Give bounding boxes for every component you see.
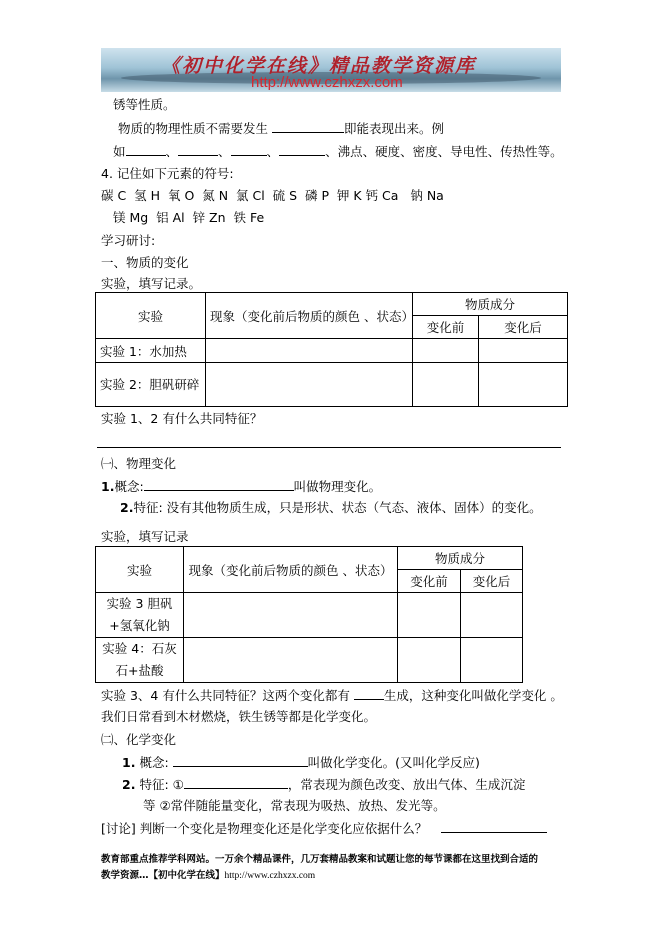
row-label: 实验 4：石灰石+盐酸 xyxy=(96,638,184,683)
text: 2. xyxy=(122,777,136,792)
header-after: 变化后 xyxy=(461,570,523,593)
experiment-table-2 xyxy=(95,546,523,683)
text: 概念: xyxy=(139,755,169,770)
text: 1. xyxy=(101,479,115,494)
text: 、 xyxy=(266,144,280,159)
text: [讨论] 判断一个变化是物理变化还是化学变化应依据什么？ xyxy=(101,821,428,836)
header-composition: 物质成分 xyxy=(398,547,523,570)
text: ，常表现为颜色改变、放出气体、生成沉淀 xyxy=(287,777,526,792)
header-banner xyxy=(101,48,561,92)
text: 即能表现出来。例 xyxy=(344,121,445,136)
cell[interactable] xyxy=(206,339,413,363)
row-label: 实验 3 胆矾+氢氧化钠 xyxy=(96,593,184,638)
text: 实验 3、4 有什么共同特征？这两个变化都有 xyxy=(101,688,350,703)
blank xyxy=(178,143,218,156)
header-after: 变化后 xyxy=(479,316,568,339)
text-line xyxy=(122,776,525,793)
blank xyxy=(279,143,325,156)
text: 1. xyxy=(122,755,136,770)
text: 叫做化学变化。(又叫化学反应) xyxy=(307,755,480,770)
blank xyxy=(231,143,267,156)
cell[interactable] xyxy=(413,339,479,363)
header-before: 变化前 xyxy=(398,570,461,593)
blank xyxy=(441,820,547,833)
answer-line xyxy=(97,447,561,448)
discussion xyxy=(101,820,547,837)
header-experiment: 实验 xyxy=(96,547,184,593)
text: 生成，这种变化叫做化学变化 。 xyxy=(383,688,563,703)
blank xyxy=(354,687,384,700)
text-line xyxy=(101,478,381,495)
section-heading: 一、物质的变化 xyxy=(101,255,189,270)
blank xyxy=(126,143,166,156)
text-line: 等 ②常伴随能量变化，常表现为吸热、放热、发光等。 xyxy=(143,798,446,813)
text-line: 实验，填写记录。 xyxy=(101,276,202,291)
cell[interactable] xyxy=(461,638,523,683)
cell[interactable] xyxy=(479,363,568,407)
header-phenomenon: 现象（变化前后物质的颜色 、状态） xyxy=(206,293,413,339)
cell[interactable] xyxy=(206,363,413,407)
text-line xyxy=(118,120,444,137)
blank xyxy=(184,776,288,789)
text-line xyxy=(101,687,563,704)
text-line xyxy=(120,500,542,516)
cell[interactable] xyxy=(398,638,461,683)
text-line: 我们日常看到木材燃烧，铁生锈等都是化学变化。 xyxy=(101,709,377,724)
header-composition: 物质成分 xyxy=(413,293,568,316)
element-symbols: 镁 Mg 铝 Al 锌 Zn 铁 Fe xyxy=(113,210,265,225)
section-heading: 4. 记住如下元素的符号: xyxy=(101,166,234,181)
footer-link[interactable]: http://www.czhxzx.com xyxy=(224,871,316,881)
section-heading: ㈡、化学变化 xyxy=(101,732,177,747)
text: 特征: 没有其他物质生成，只是形状、状态（气态、液体、固体）的变化。 xyxy=(133,500,542,515)
text: 、 xyxy=(218,144,231,159)
text: 物质的物理性质不需要发生 xyxy=(118,121,269,136)
row-label: 实验 1：水加热 xyxy=(96,339,206,363)
text-line xyxy=(122,754,480,771)
text-line: 实验，填写记录 xyxy=(101,529,189,544)
section-heading: ㈠、物理变化 xyxy=(101,456,177,471)
text: 教学资源…【初中化学在线】 xyxy=(101,870,225,881)
blank xyxy=(144,478,294,491)
row-label: 实验 2：胆矾研碎 xyxy=(96,363,206,407)
blank xyxy=(272,120,344,133)
text: 如 xyxy=(113,144,126,159)
experiment-table-1 xyxy=(95,292,568,407)
footer-text xyxy=(101,869,315,883)
text: 特征: ① xyxy=(139,777,184,792)
header-before: 变化前 xyxy=(413,316,479,339)
text-line xyxy=(113,143,563,160)
cell[interactable] xyxy=(184,593,398,638)
header-phenomenon: 现象（变化前后物质的颜色 、状态） xyxy=(184,547,398,593)
element-symbols: 碳 C 氢 H 氧 O 氮 N 氯 Cl 硫 S 磷 P 钾 K 钙 Ca 钠 Na xyxy=(101,188,444,203)
text: 概念: xyxy=(114,479,144,494)
banner-url: http://www.czhxzx.com xyxy=(251,74,403,91)
text-line: 锈等性质。 xyxy=(113,97,176,112)
text: 、沸点、硬度、密度、导电性、传热性等。 xyxy=(325,144,563,159)
footer-text: 教育部重点推荐学科网站。一万余个精品课件，几万套精品教案和试题让您的每节课都在这里找到合适的 xyxy=(101,854,539,865)
header-experiment: 实验 xyxy=(96,293,206,339)
text: 2. xyxy=(120,500,134,515)
text: 、 xyxy=(165,144,179,159)
blank xyxy=(173,754,308,767)
banner-title: 《初中化学在线》精品教学资源库 xyxy=(161,55,477,77)
cell[interactable] xyxy=(479,339,568,363)
cell[interactable] xyxy=(461,593,523,638)
cell[interactable] xyxy=(398,593,461,638)
cell[interactable] xyxy=(413,363,479,407)
text-line: 学习研讨: xyxy=(101,233,156,248)
text: 叫做物理变化。 xyxy=(293,479,382,494)
cell[interactable] xyxy=(184,638,398,683)
question: 实验 1、2 有什么共同特征？ xyxy=(101,411,263,426)
